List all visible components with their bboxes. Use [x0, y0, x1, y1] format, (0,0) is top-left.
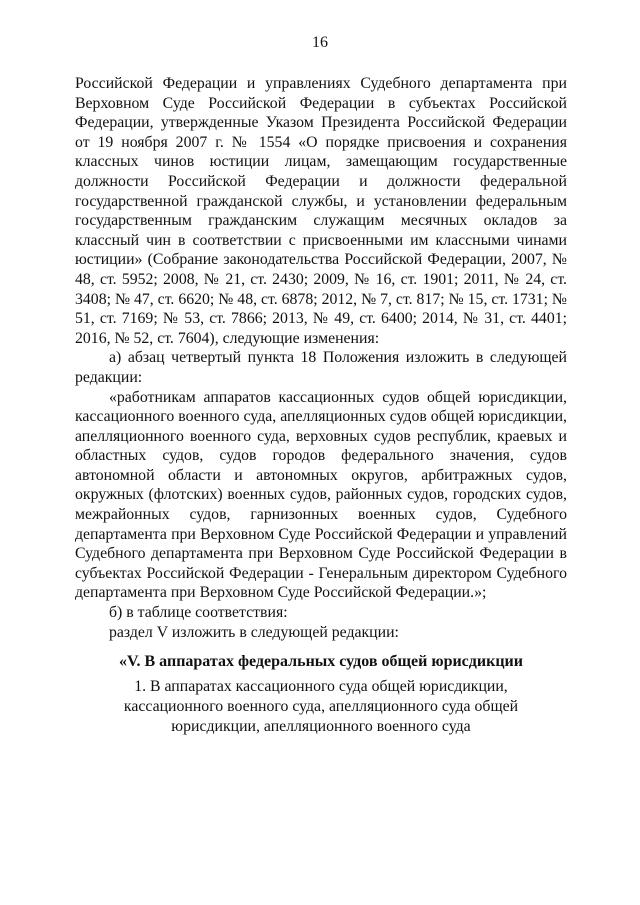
paragraph-item-a: а) абзац четвертый пункта 18 Положения изложить в следующей редакции:: [75, 349, 567, 386]
document-body: [75, 74, 567, 737]
centered-block: [75, 677, 567, 737]
paragraph-item-b: б) в таблице соответствия:: [109, 604, 288, 622]
page-number: 16: [312, 34, 328, 51]
paragraph-section-v: раздел V изложить в следующей редакции:: [109, 623, 399, 641]
centered-line: кассационного военного суда, апелляционного суда общей: [123, 698, 519, 716]
paragraph-quoted-amendment: «работникам аппаратов кассационных судов общей юрисдикции, кассационного военного суда, апелляционных судов общей юрисдикции, апелляционного военного суда, верховных судов республик, краевых и областных судов, судов городов федерального значения, судов автономной области и автономных округов, арбитражных судов, окружных (флотских) военных судов, районных судов, городских судов, межрайонных судов, гарнизонных военных судов, Судебного департамента при Верховном Суде Российской Федерации и управлений Судебного департамента при Верховном Суде Российской Федерации в субъектах Российской Федерации - Генеральным директором Судебного департамента при Верховном Суде Российской Федерации.»;: [75, 388, 567, 602]
section-heading: «V. В аппаратах федеральных судов общей юрисдикции: [119, 653, 523, 671]
paragraph-intro: Российской Федерации и управлениях Судебного департамента при Верховном Суде Российской Федерации в субъектах Российской Федерации, утвержденные Указом Президента Российской Федерации от 19 ноября 2007 г. № 1554 «О порядке присвоения и сохранения классных чинов юстиции лицам, замещающим государственные должности Российской Федерации и должности федеральной государственной гражданской службы, и установлении федеральным государственным гражданским служащим месячных окладов за классный чин в соответствии с присвоенными им классными чинами юстиции» (Собрание законодательства Российской Федерации, 2007, № 48, ст. 5952; 2008, № 21, ст. 2430; 2009, № 16, ст. 1901; 2011, № 24, ст. 3408; № 47, ст. 6620; № 48, ст. 6878; 2012, № 7, ст. 817; № 15, ст. 1731; № 51, ст. 7169; № 53, ст. 7866; 2013, № 49, ст. 6400; 2014, № 31, ст. 4401; 2016, № 52, ст. 7604), следующие изменения:: [75, 75, 567, 347]
centered-line: юрисдикции, апелляционного военного суда: [171, 718, 471, 736]
centered-line: 1. В аппаратах кассационного суда общей юрисдикции,: [134, 678, 508, 696]
